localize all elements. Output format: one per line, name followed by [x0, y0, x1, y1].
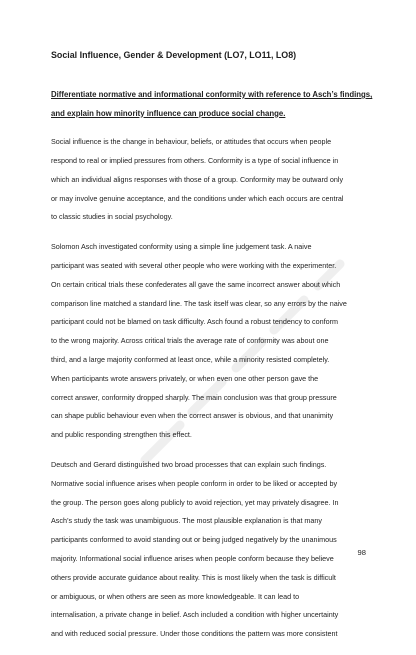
paragraph-line: to classic studies in social psychology.	[51, 212, 173, 222]
paragraph-line: which an individual aligns responses with those of a group. Conformity may be outward only	[51, 174, 344, 184]
paragraph-line: and public responding strengthen this effect.	[51, 430, 192, 440]
paragraph-line: respond to real or implied pressures from others. Conformity is a type of social influence in	[51, 155, 339, 165]
paragraph-line: Solomon Asch investigated conformity using a simple line judgement task. A naive	[51, 242, 312, 252]
paragraph-line: to the wrong majority. Across critical trials the average rate of conformity was about one	[51, 336, 329, 346]
paragraph-line: participant was seated with several other people who were working with the experimenter.	[51, 260, 337, 270]
paragraph-line: internalisation, a private change in belief. Asch included a condition with higher uncertainty	[51, 610, 339, 620]
paragraph-line: Asch’s study the task was unambiguous. The most plausible explanation is that many	[51, 516, 323, 526]
paragraph-line: participant could not be blamed on task difficulty. Asch found a robust tendency to conform	[51, 317, 339, 327]
paragraph-line: or may involve genuine acceptance, and the conditions under which each occurs are central	[51, 193, 344, 203]
paragraph-social-influence	[51, 133, 369, 227]
paragraph-line: Normative social influence arises when people conform in order to be liked or accepted by	[51, 478, 338, 488]
paragraph-line: participants conformed to avoid standing out or being judged negatively by the unanimous	[51, 535, 337, 545]
document-title: Social Influence, Gender & Development (LO7, LO11, LO8)	[51, 50, 297, 60]
paragraph-line: When participants wrote answers privately, or when even one other person gave the	[51, 373, 319, 383]
paragraph-asch-study	[51, 238, 369, 445]
paragraph-deutsch-gerard	[51, 456, 369, 644]
document-content	[51, 49, 373, 655]
paragraph-line: the group. The person goes along publicly to avoid rejection, yet may privately disagree. In	[51, 497, 339, 507]
paragraph-line: On certain critical trials these confederates all gave the same incorrect answer about which	[51, 279, 341, 289]
question-heading	[51, 86, 373, 123]
question-line-1: Differentiate normative and informational conformity with reference to Asch’s findings,	[51, 90, 373, 99]
paragraph-line: correct answer, conformity dropped sharply. The main conclusion was that group pressure	[51, 392, 337, 402]
paragraph-line: comparison line matched a standard line. The task itself was clear, so any errors by the naive	[51, 298, 347, 308]
paragraph-line: third, and a large majority conformed at least once, while a minority resisted completely.	[51, 354, 330, 364]
paragraph-line: Social influence is the change in behaviour, beliefs, or attitudes that occurs when people	[51, 137, 332, 147]
paragraph-line: majority. Informational social influence arises when people conform because they believe	[51, 553, 334, 563]
page-number: 98	[357, 548, 366, 557]
paragraph-line: can shape public behaviour even when the correct answer is obvious, and that unanimity	[51, 411, 334, 421]
question-line-2: and explain how minority influence can produce social change.	[51, 108, 286, 118]
paragraph-line: Deutsch and Gerard distinguished two broad processes that can explain such findings.	[51, 459, 327, 469]
paragraph-line: or ambiguous, or when others are seen as more knowledgeable. It can lead to	[51, 591, 300, 601]
paragraph-line: and with reduced social pressure. Under those conditions the pattern was more consistent	[51, 629, 338, 639]
paragraph-line: others provide accurate guidance about reality. This is most likely when the task is difficult	[51, 572, 336, 582]
